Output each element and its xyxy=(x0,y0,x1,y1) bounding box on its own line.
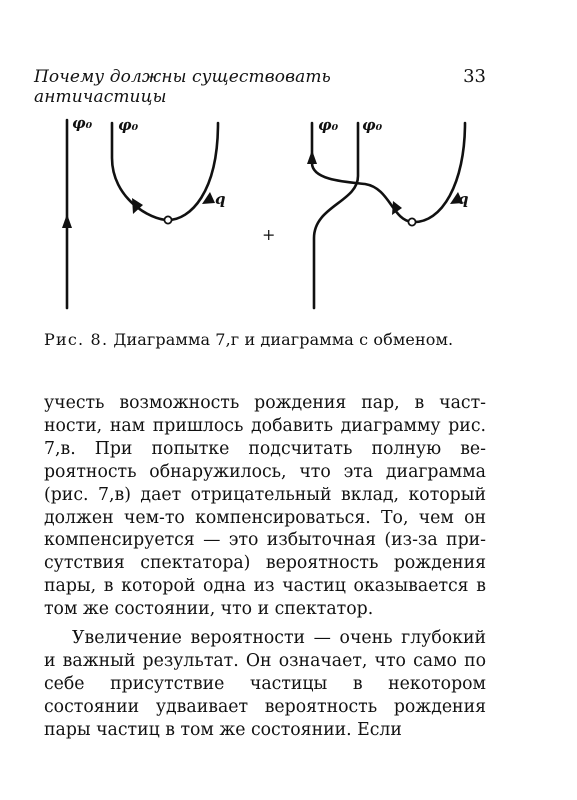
phi-label-exchange-1: φ₀ xyxy=(318,116,339,134)
plus-sign: + xyxy=(262,225,276,244)
caption-text: Диаграмма 7,г и диаграмма с обменом. xyxy=(113,330,454,349)
phi-label-pair-left: φ₀ xyxy=(118,116,139,134)
running-header xyxy=(34,66,486,107)
pair-creation-curve-left xyxy=(112,123,218,220)
q-label-right: q xyxy=(458,190,469,208)
paragraph-2: Увеличение вероятности — очень глубокий и важный результат. Он означает, что само по себе присутствие частицы в некотором состоянии удваивает вероятность рождения пары частиц в том же состоянии. Если xyxy=(44,628,486,740)
vertex-left xyxy=(164,216,171,223)
running-title: Почему должны существовать античастицы xyxy=(34,67,331,107)
body-text xyxy=(44,392,486,742)
caption-label: Рис. 8. xyxy=(44,330,109,349)
exchanged-line-a xyxy=(314,123,358,308)
paragraph-1: учесть возможность рождения пар, в частности, нам пришлось добавить диаграмму рис. 7,в. При попытке подсчитать полную вероятность обнаружилось, что эта диаграмма (рис. 7,в) дает отрицательный вклад, который должен чем-то компенсироваться. То, чем он компенсируется — это избыточная (из-за присутствия спектатора) вероятность рождения пары, в которой одна из частиц оказывается в том же состоянии, что и спектатор. xyxy=(44,393,486,620)
vertex-right xyxy=(408,218,415,225)
q-label-left: q xyxy=(215,190,226,208)
arrow-up-spectator xyxy=(62,214,72,228)
feynman-diagram-figure xyxy=(40,108,500,318)
exchanged-line-b xyxy=(312,123,465,222)
phi-label-spectator: φ₀ xyxy=(72,114,93,132)
phi-label-exchange-2: φ₀ xyxy=(362,116,383,134)
diagram-canvas xyxy=(40,108,500,318)
page-number: 33 xyxy=(463,66,486,87)
figure-caption xyxy=(44,330,484,349)
arrow-up-right-diagram xyxy=(307,150,317,164)
